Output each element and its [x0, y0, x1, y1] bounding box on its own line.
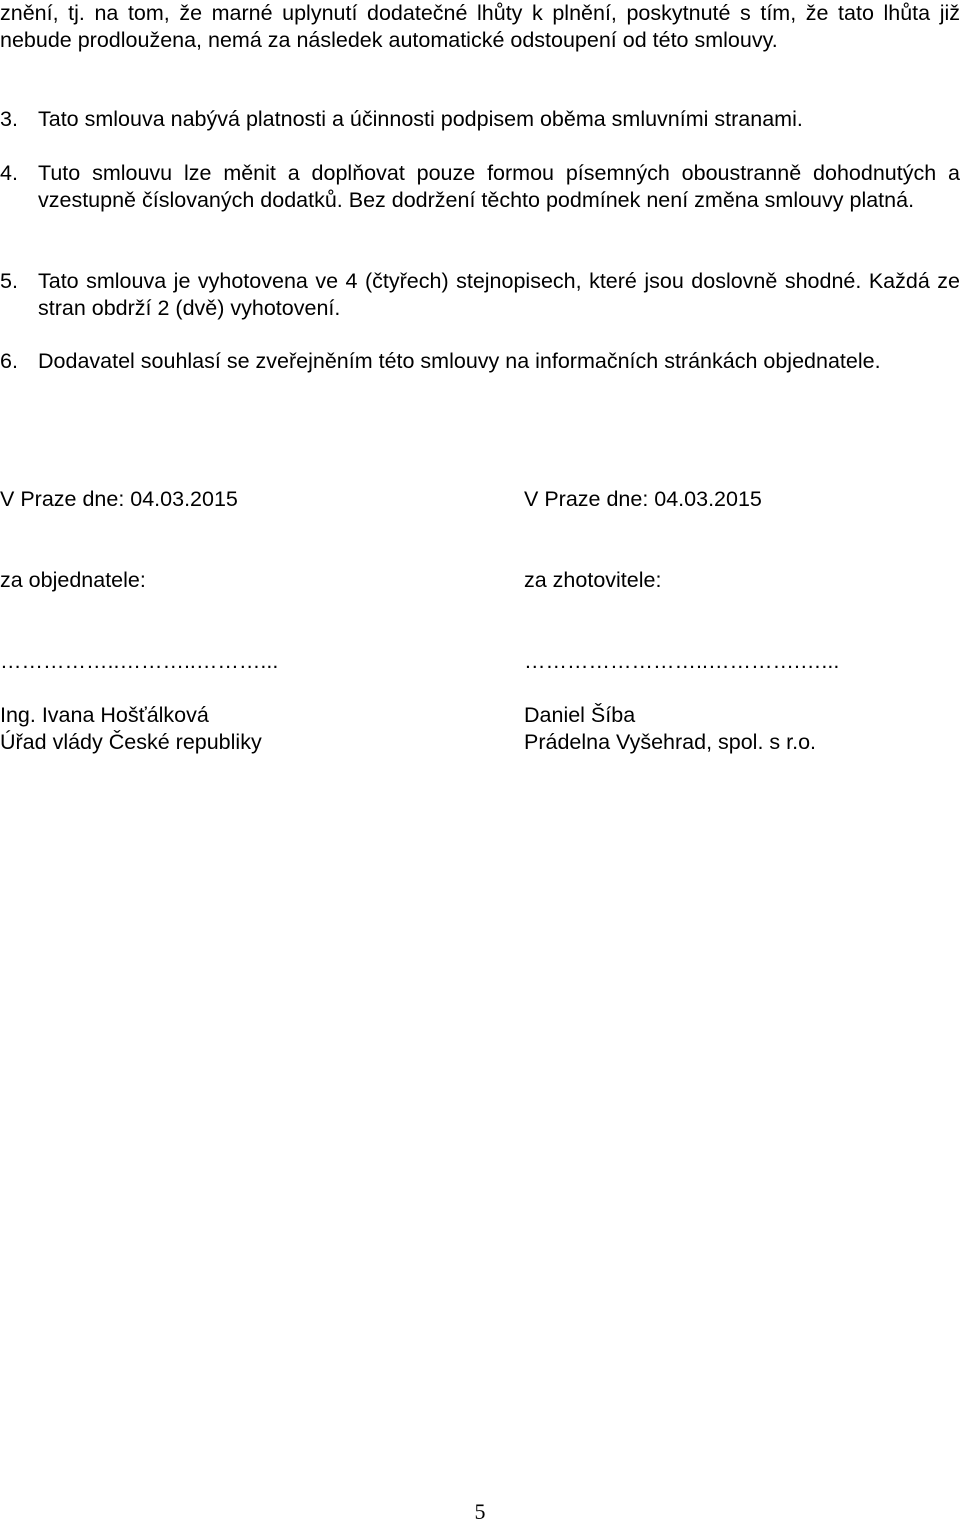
clause-text: Dodavatel souhlasí se zveřejněním této smlouvy na informačních stránkách objednatele.: [38, 349, 881, 373]
clause-4: [0, 160, 960, 214]
clause-text: Tuto smlouvu lze měnit a doplňovat pouze formou písemných oboustranně dohodnutých a vzestupně číslovaných dodatků. Bez dodržení těchto podmínek není změna smlouvy platná.: [38, 161, 960, 212]
page-number: 5: [474, 1499, 486, 1524]
left-date: V Praze dne: 04.03.2015: [0, 487, 238, 511]
left-party-label: za objednatele:: [0, 568, 146, 592]
clause-number: 5.: [0, 269, 18, 293]
clause-text: Tato smlouva nabývá platnosti a účinnosti podpisem oběma smluvními stranami.: [38, 107, 803, 131]
right-signer-org: Prádelna Vyšehrad, spol. s r.o.: [524, 730, 817, 754]
clause-5: [0, 268, 960, 322]
right-signer-name: Daniel Šíba: [524, 703, 636, 727]
left-signer-org: Úřad vlády České republiky: [0, 730, 262, 754]
left-signature-line: ……………..………..………...: [0, 649, 279, 673]
continuation-text: znění, tj. na tom, že marné uplynutí dodatečné lhůty k plnění, poskytnuté s tím, že tato lhůta již nebude prodloužena, nemá za následek automatické odstoupení od této smlouvy.: [0, 1, 960, 52]
clause-text: Tato smlouva je vyhotovena ve 4 (čtyřech) stejnopisech, které jsou doslovně shodné. Každá ze stran obdrží 2 (dvě) vyhotovení.: [38, 269, 960, 320]
clause-number: 4.: [0, 161, 18, 185]
right-date: V Praze dne: 04.03.2015: [524, 487, 762, 511]
right-party-label: za zhotovitele:: [524, 568, 662, 592]
clause-number: 6.: [0, 349, 18, 373]
clause-3: [0, 106, 960, 133]
left-signer-name: Ing. Ivana Hošťálková: [0, 703, 209, 727]
continuation-paragraph: [0, 0, 960, 54]
clause-6: [0, 348, 960, 375]
right-signature-line: ……………………..………….…...: [524, 649, 840, 673]
clause-number: 3.: [0, 107, 18, 131]
